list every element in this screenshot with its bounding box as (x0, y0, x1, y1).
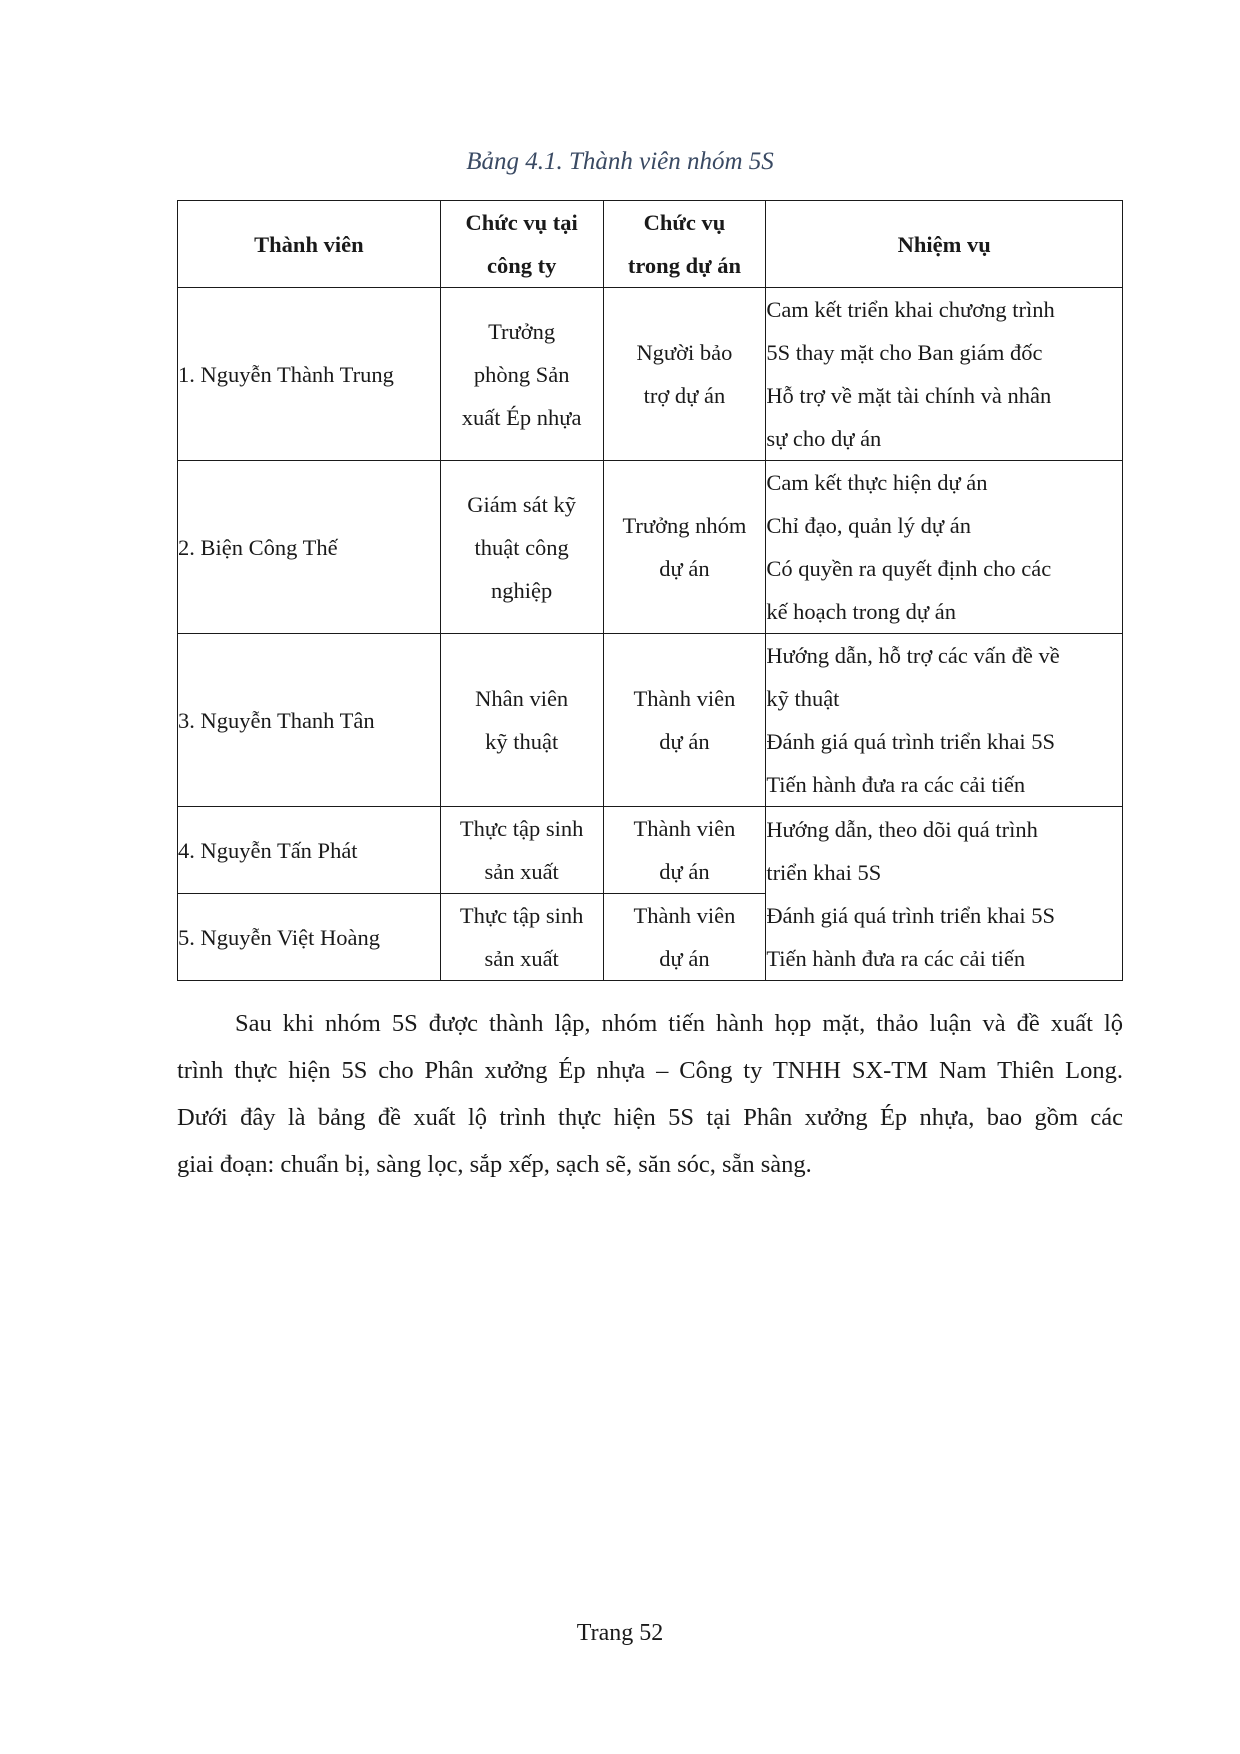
company-position: Giám sát kỹ thuật công nghiệp (440, 461, 603, 634)
paragraph-line: trình thực hiện 5S cho Phân xưởng Ép nhựa – Công ty TNHH SX-TM Nam Thiên Long. (177, 1057, 1123, 1084)
header-project-role: Chức vụ trong dự án (603, 201, 766, 288)
body-paragraph (177, 1000, 1123, 1188)
company-position: Thực tập sinh sản xuất (440, 894, 603, 981)
shared-duties: Hướng dẫn, theo dõi quá trình triển khai 5S Đánh giá quá trình triển khai 5S Tiến hành đưa ra các cải tiến (766, 807, 1123, 981)
table-row (178, 807, 1123, 894)
header-company-position: Chức vụ tại công ty (440, 201, 603, 288)
paragraph-line: Dưới đây là bảng đề xuất lộ trình thực hiện 5S tại Phân xưởng Ép nhựa, bao gồm các (177, 1104, 1123, 1131)
project-role: Người bảo trợ dự án (603, 288, 766, 461)
table-header-row (178, 201, 1123, 288)
company-position: Trưởng phòng Sản xuất Ép nhựa (440, 288, 603, 461)
project-role: Thành viên dự án (603, 807, 766, 894)
member-name: 2. Biện Công Thế (178, 461, 441, 634)
paragraph-line: Sau khi nhóm 5S được thành lập, nhóm tiến hành họp mặt, thảo luận và đề xuất lộ (235, 1010, 1123, 1037)
member-name: 1. Nguyễn Thành Trung (178, 288, 441, 461)
duties: Cam kết triển khai chương trình 5S thay mặt cho Ban giám đốc Hỗ trợ về mặt tài chính và nhân sự cho dự án (766, 288, 1123, 461)
duties: Hướng dẫn, hỗ trợ các vấn đề về kỹ thuật Đánh giá quá trình triển khai 5S Tiến hành đưa ra các cải tiến (766, 634, 1123, 807)
company-position: Nhân viên kỹ thuật (440, 634, 603, 807)
table-row (178, 288, 1123, 461)
paragraph-line: giai đoạn: chuẩn bị, sàng lọc, sắp xếp, sạch sẽ, săn sóc, sẵn sàng. (177, 1151, 812, 1178)
member-name: 5. Nguyễn Việt Hoàng (178, 894, 441, 981)
table-caption: Bảng 4.1. Thành viên nhóm 5S (466, 148, 774, 175)
project-role: Thành viên dự án (603, 894, 766, 981)
table-row (178, 634, 1123, 807)
header-member: Thành viên (178, 201, 441, 288)
page-number: Trang 52 (576, 1620, 664, 1646)
project-role: Thành viên dự án (603, 634, 766, 807)
table-row (178, 461, 1123, 634)
member-name: 4. Nguyễn Tấn Phát (178, 807, 441, 894)
project-role: Trưởng nhóm dự án (603, 461, 766, 634)
header-duties: Nhiệm vụ (766, 201, 1123, 288)
member-name: 3. Nguyễn Thanh Tân (178, 634, 441, 807)
company-position: Thực tập sinh sản xuất (440, 807, 603, 894)
duties: Cam kết thực hiện dự án Chỉ đạo, quản lý dự án Có quyền ra quyết định cho các kế hoạch trong dự án (766, 461, 1123, 634)
members-table (177, 200, 1123, 981)
